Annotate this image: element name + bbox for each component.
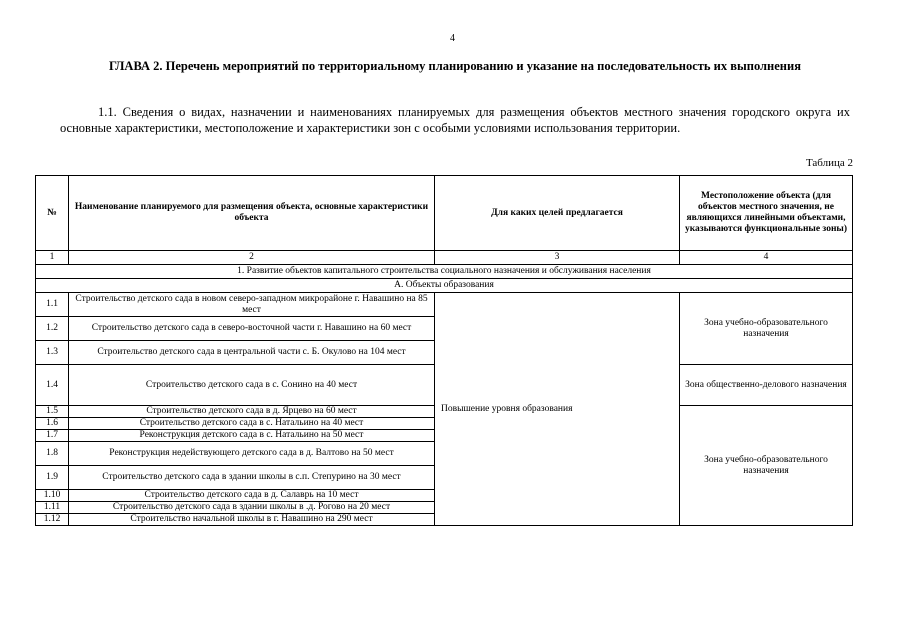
table-caption: Таблица 2 — [805, 157, 853, 169]
row-number: 1.1 — [36, 293, 69, 317]
header-number: № — [36, 176, 69, 251]
row-object-name: Строительство детского сада в д. Ярцево на 60 мест — [69, 406, 435, 418]
column-number: 2 — [69, 251, 435, 265]
location-cell-edu: Зона учебно-образовательного назначения — [680, 293, 853, 365]
section-title: 1. Развитие объектов капитального строительства социального назначения и обслуживания населения — [36, 265, 853, 279]
column-number: 4 — [680, 251, 853, 265]
chapter-title: ГЛАВА 2. Перечень мероприятий по территориальному планированию и указание на последовательность их выполнения — [109, 59, 801, 73]
row-object-name: Строительство детского сада в здании школы в .д. Рогово на 20 мест — [69, 502, 435, 514]
row-number: 1.7 — [36, 430, 69, 442]
row-object-name: Строительство детского сада в северо-восточной части г. Навашино на 60 мест — [69, 317, 435, 341]
row-object-name: Строительство детского сада в новом северо-западном микрорайоне г. Навашино на 85 мест — [69, 293, 435, 317]
row-object-name: Строительство детского сада в с. Натальино на 40 мест — [69, 418, 435, 430]
row-object-name: Строительство детского сада в с. Сонино на 40 мест — [69, 365, 435, 406]
row-number: 1.9 — [36, 466, 69, 490]
purpose-cell: Повышение уровня образования — [435, 293, 680, 526]
row-number: 1.10 — [36, 490, 69, 502]
row-number: 1.3 — [36, 341, 69, 365]
header-purpose: Для каких целей предлагается — [435, 176, 680, 251]
intro-paragraph: 1.1. Сведения о видах, назначении и наименованиях планируемых для размещения объектов местного значения городского округа их основные характеристики, местоположение и характеристики зон с особыми условиями использования территории. — [60, 105, 850, 135]
row-object-name: Строительство детского сада в центральной части с. Б. Окулово на 104 мест — [69, 341, 435, 365]
row-number: 1.8 — [36, 442, 69, 466]
header-object-name: Наименование планируемого для размещения объекта, основные характеристики объекта — [69, 176, 435, 251]
column-number: 3 — [435, 251, 680, 265]
column-number-row — [36, 251, 853, 265]
row-object-name: Строительство детского сада в здании школы в с.п. Степурино на 30 мест — [69, 466, 435, 490]
page-number: 4 — [450, 33, 455, 44]
row-object-name: Строительство детского сада в д. Салаврь на 10 мест — [69, 490, 435, 502]
table-row — [36, 293, 853, 317]
subsection-title: А. Объекты образования — [36, 279, 853, 293]
table-header-row — [36, 176, 853, 251]
location-cell-edu: Зона учебно-образовательного назначения — [680, 406, 853, 526]
row-number: 1.2 — [36, 317, 69, 341]
row-number: 1.4 — [36, 365, 69, 406]
row-number: 1.12 — [36, 514, 69, 526]
row-number: 1.6 — [36, 418, 69, 430]
location-public-text: Зона общественно-делового назначения — [685, 379, 847, 390]
subsection-row — [36, 279, 853, 293]
header-location: Местоположение объекта (для объектов местного значения, не являющихся линейными объектами, указываются функциональные зоны) — [680, 176, 853, 251]
row-number: 1.11 — [36, 502, 69, 514]
measures-table — [35, 175, 853, 526]
row-object-name: Строительство начальной школы в г. Навашино на 290 мест — [69, 514, 435, 526]
column-number: 1 — [36, 251, 69, 265]
location-cell-public — [680, 365, 853, 406]
row-object-name: Реконструкция недействующего детского сада в д. Валтово на 50 мест — [69, 442, 435, 466]
row-number: 1.5 — [36, 406, 69, 418]
section-row — [36, 265, 853, 279]
row-object-name: Реконструкция детского сада в с. Натальино на 50 мест — [69, 430, 435, 442]
